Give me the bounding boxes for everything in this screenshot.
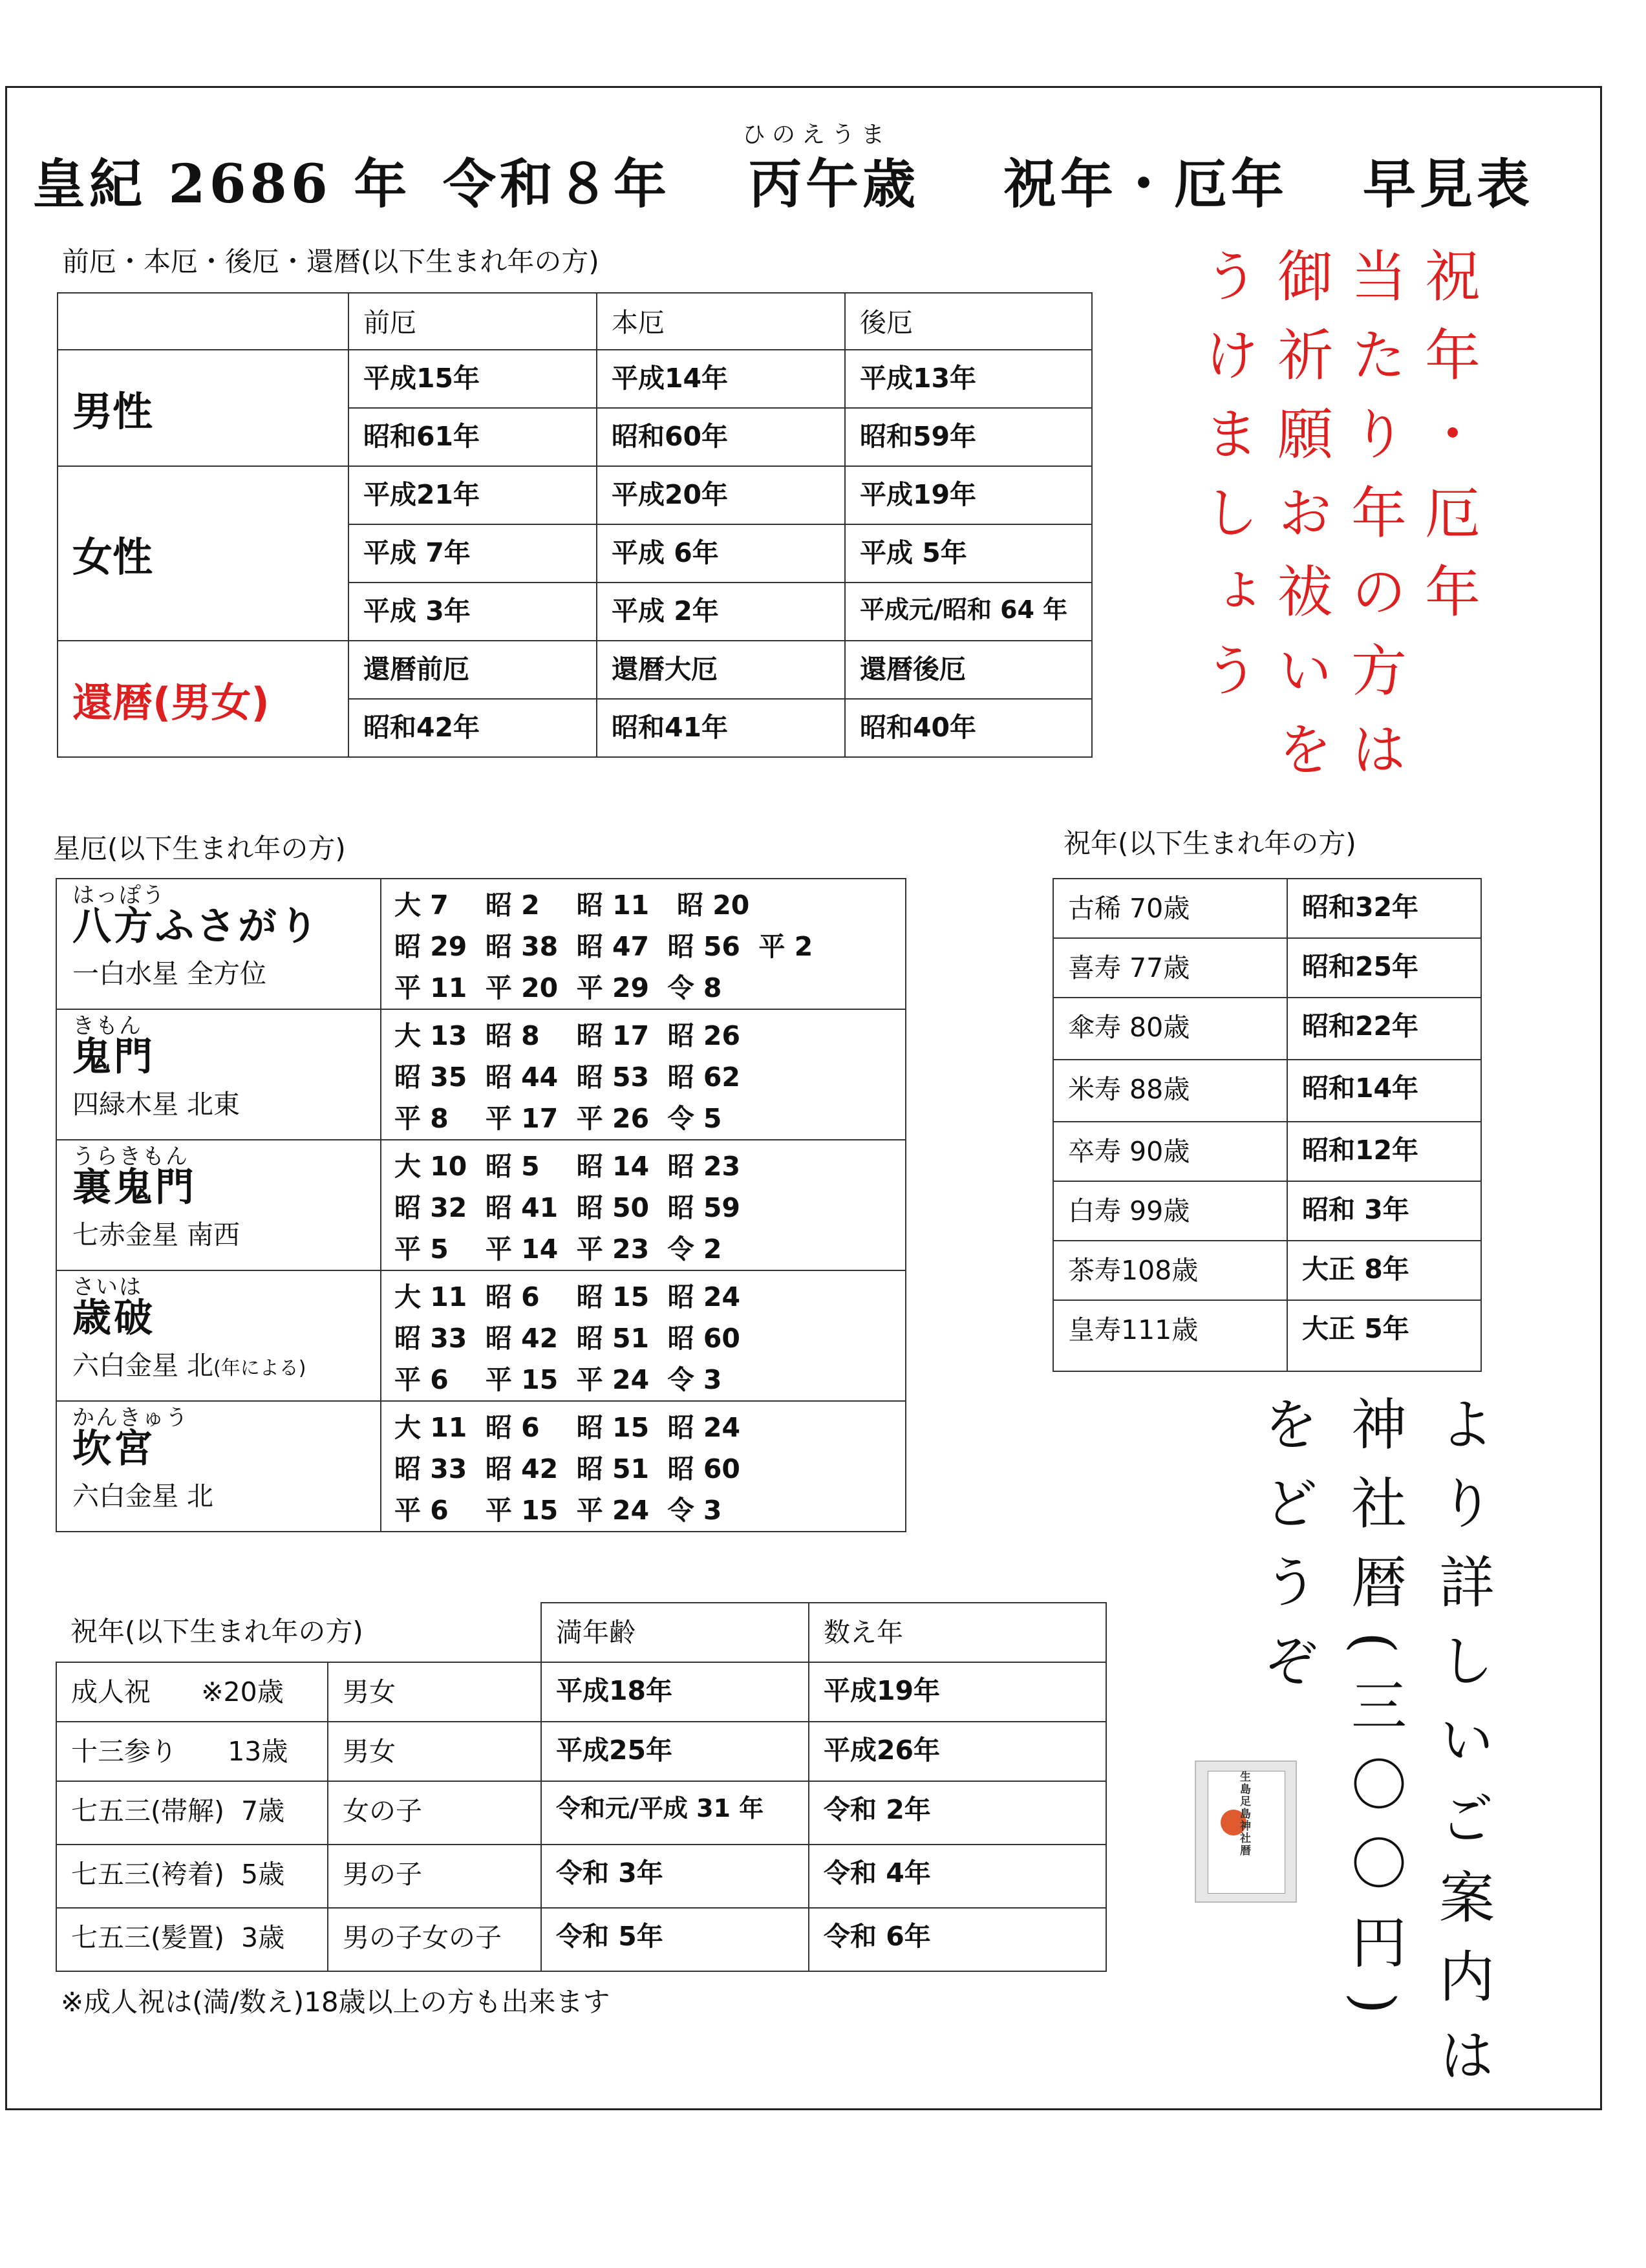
star-sub: 七赤金星 南西	[72, 1219, 240, 1250]
yaku-cell: 平成 3年	[348, 583, 597, 641]
longevity-age: 傘寿 80歳	[1053, 998, 1287, 1060]
star-note: (年による)	[213, 1357, 306, 1380]
almanac-title: 生島足島神社暦	[1237, 1771, 1250, 1857]
longevity-row	[1053, 1122, 1481, 1181]
star-years: 大 10 昭 5 昭 14 昭 23	[394, 1151, 740, 1182]
title-kouki: 皇紀 2686 年	[32, 153, 411, 215]
longevity-age: 古稀 70歳	[1053, 879, 1287, 938]
title-iwaidoshi-yakudoshi: 祝年・厄年	[1003, 153, 1288, 215]
star-years: 昭 33 昭 42 昭 51 昭 60	[394, 1453, 740, 1484]
star-ruby: さいは	[72, 1274, 142, 1300]
celebration-target: 男女	[328, 1662, 541, 1722]
yaku-cell: 平成 6年	[597, 524, 845, 583]
notice-red-col-1: 祝年・厄年	[1415, 247, 1480, 641]
yaku-cell: 平成21年	[348, 466, 597, 524]
yaku-cell: 昭和40年	[845, 699, 1092, 757]
yaku-cell: 還暦前厄	[348, 641, 597, 699]
longevity-year: 昭和32年	[1287, 879, 1481, 938]
star-row	[56, 1401, 906, 1532]
yaku-table	[57, 292, 1093, 758]
yaku-caption: 前厄・本厄・後厄・還暦(以下生まれ年の方)	[62, 246, 599, 277]
shrine-almanac-image	[1195, 1760, 1297, 1903]
celebration-target: 女の子	[328, 1781, 541, 1845]
celebration-mannen: 令和 5年	[541, 1908, 809, 1971]
group-label-men: 男性	[58, 350, 348, 466]
group-label-women: 女性	[58, 466, 348, 641]
star-years: 大 7 昭 2 昭 11 昭 20	[394, 890, 750, 921]
longevity-age: 卒寿 90歳	[1053, 1122, 1287, 1181]
longevity-row	[1053, 1181, 1481, 1241]
celebration-row	[56, 1662, 1106, 1722]
star-row	[56, 1140, 906, 1270]
yaku-cell: 昭和60年	[597, 408, 845, 466]
yaku-row	[58, 350, 1092, 408]
celebration-footnote: ※成人祝は(満/数え)18歳以上の方も出来ます	[61, 1986, 610, 2018]
group-label-kanreki: 還暦(男女)	[58, 641, 348, 757]
star-ruby: はっぽう	[72, 883, 166, 908]
longevity-year: 昭和 3年	[1287, 1181, 1481, 1241]
celebration-event: 成人祝 ※20歳	[56, 1662, 328, 1722]
star-ruby: うらきもん	[72, 1144, 189, 1170]
star-years: 昭 29 昭 38 昭 47 昭 56 平 2	[394, 931, 813, 962]
longevity-table	[1053, 878, 1482, 1372]
star-table	[56, 878, 906, 1532]
notice-col-3: をどうぞ	[1254, 1395, 1318, 1711]
longevity-age: 米寿 88歳	[1053, 1060, 1287, 1122]
star-years: 昭 32 昭 41 昭 50 昭 59	[394, 1192, 740, 1223]
yaku-cell: 昭和41年	[597, 699, 845, 757]
longevity-row	[1053, 1241, 1481, 1300]
celebration-caption: 祝年(以下生まれ年の方)	[70, 1616, 363, 1647]
longevity-year: 昭和14年	[1287, 1060, 1481, 1122]
star-sub: 一白水星 全方位	[72, 958, 267, 989]
star-sub: 四緑木星 北東	[72, 1089, 240, 1120]
yaku-cell: 平成 7年	[348, 524, 597, 583]
celebration-row	[56, 1781, 1106, 1845]
star-row	[56, 1270, 906, 1401]
title-hayamihyo: 早見表	[1363, 153, 1534, 215]
yaku-cell: 平成15年	[348, 350, 597, 408]
yaku-row	[58, 466, 1092, 524]
star-name: 八方ふさがり	[72, 904, 321, 949]
longevity-caption: 祝年(以下生まれ年の方)	[1063, 828, 1356, 859]
celebration-header-row	[56, 1603, 1106, 1662]
star-years: 昭 35 昭 44 昭 53 昭 62	[394, 1062, 740, 1093]
celebration-target: 男の子	[328, 1845, 541, 1908]
longevity-row	[1053, 1060, 1481, 1122]
longevity-year: 大正 8年	[1287, 1241, 1481, 1300]
notice-red-col-3: 御祈願お祓いを	[1268, 247, 1332, 799]
longevity-year: 昭和25年	[1287, 938, 1481, 998]
celebration-kazoe: 平成19年	[809, 1662, 1106, 1722]
title-reiwa: 令和８年	[443, 153, 671, 215]
celebration-target: 男の子女の子	[328, 1908, 541, 1971]
star-row	[56, 1009, 906, 1140]
star-name: 坎宮	[72, 1426, 155, 1471]
celebration-kazoe: 令和 6年	[809, 1908, 1106, 1971]
celebration-mannen: 令和 3年	[541, 1845, 809, 1908]
star-name: 鬼門	[72, 1034, 155, 1080]
star-row	[56, 879, 906, 1009]
yaku-cell: 昭和61年	[348, 408, 597, 466]
star-years: 平 11 平 20 平 29 令 8	[394, 972, 722, 1003]
celebration-mannen: 平成18年	[541, 1662, 809, 1722]
longevity-age: 茶寿108歳	[1053, 1241, 1287, 1300]
longevity-age: 皇寿111歳	[1053, 1300, 1287, 1371]
star-sub: 六白金星 北	[72, 1350, 214, 1381]
yaku-cell: 平成 2年	[597, 583, 845, 641]
star-name: 歳破	[72, 1296, 155, 1341]
yaku-cell: 平成 5年	[845, 524, 1092, 583]
header-atoyaku: 後厄	[845, 293, 1092, 350]
yaku-cell: 平成14年	[597, 350, 845, 408]
yaku-cell: 還暦大厄	[597, 641, 845, 699]
yaku-cell: 平成元/昭和 64 年	[845, 583, 1092, 641]
celebration-row	[56, 1722, 1106, 1781]
star-name: 裏鬼門	[72, 1165, 197, 1210]
header-mannenrei: 満年齢	[541, 1603, 809, 1662]
yaku-row	[58, 641, 1092, 699]
celebration-row	[56, 1845, 1106, 1908]
longevity-year: 大正 5年	[1287, 1300, 1481, 1371]
longevity-row	[1053, 879, 1481, 938]
star-years: 大 11 昭 6 昭 15 昭 24	[394, 1412, 740, 1443]
notice-red-col-4: うけましょう	[1194, 247, 1259, 720]
celebration-mannen: 令和元/平成 31 年	[541, 1781, 809, 1845]
celebration-kazoe: 令和 2年	[809, 1781, 1106, 1845]
star-years: 昭 33 昭 42 昭 51 昭 60	[394, 1323, 740, 1354]
celebration-event: 七五三(袴着) 5歳	[56, 1845, 328, 1908]
notice-col-1: より詳しいご案内は	[1429, 1395, 1494, 2105]
title-hinoeuma: 丙午歳	[749, 153, 920, 215]
yaku-cell: 還暦後厄	[845, 641, 1092, 699]
celebration-event: 七五三(髪置) 3歳	[56, 1908, 328, 1971]
title-ruby: ひのえうま	[742, 122, 892, 148]
page-title	[0, 116, 1646, 220]
yaku-header-row	[58, 293, 1092, 350]
longevity-row	[1053, 998, 1481, 1060]
star-years: 平 8 平 17 平 26 令 5	[394, 1103, 722, 1134]
celebration-table	[56, 1602, 1107, 1972]
star-years: 大 13 昭 8 昭 17 昭 26	[394, 1020, 740, 1051]
header-kazoedoshi: 数え年	[809, 1603, 1106, 1662]
celebration-kazoe: 平成26年	[809, 1722, 1106, 1781]
celebration-event: 十三参り 13歳	[56, 1722, 328, 1781]
celebration-row	[56, 1908, 1106, 1971]
star-sub: 六白金星 北	[72, 1481, 214, 1512]
yaku-cell: 昭和59年	[845, 408, 1092, 466]
yaku-cell: 平成19年	[845, 466, 1092, 524]
yaku-cell: 昭和42年	[348, 699, 597, 757]
star-ruby: かんきゅう	[72, 1405, 189, 1431]
celebration-event: 七五三(帯解) 7歳	[56, 1781, 328, 1845]
star-years: 平 5 平 14 平 23 令 2	[394, 1234, 722, 1265]
header-honyaku: 本厄	[597, 293, 845, 350]
star-caption: 星厄(以下生まれ年の方)	[53, 833, 346, 864]
header-maeyaku: 前厄	[348, 293, 597, 350]
longevity-year: 昭和22年	[1287, 998, 1481, 1060]
yaku-cell: 平成13年	[845, 350, 1092, 408]
celebration-kazoe: 令和 4年	[809, 1845, 1106, 1908]
star-ruby: きもん	[72, 1013, 142, 1039]
celebration-mannen: 平成25年	[541, 1722, 809, 1781]
star-years: 平 6 平 15 平 24 令 3	[394, 1495, 722, 1526]
longevity-row	[1053, 1300, 1481, 1371]
notice-red-col-2: 当たり年の方は	[1341, 247, 1406, 799]
longevity-age: 白寿 99歳	[1053, 1181, 1287, 1241]
yaku-cell: 平成20年	[597, 466, 845, 524]
celebration-target: 男女	[328, 1722, 541, 1781]
notice-col-2: 神社暦(三〇〇円)	[1341, 1395, 1406, 2038]
star-years: 平 6 平 15 平 24 令 3	[394, 1364, 722, 1395]
longevity-age: 喜寿 77歳	[1053, 938, 1287, 998]
longevity-year: 昭和12年	[1287, 1122, 1481, 1181]
star-years: 大 11 昭 6 昭 15 昭 24	[394, 1281, 740, 1312]
longevity-row	[1053, 938, 1481, 998]
